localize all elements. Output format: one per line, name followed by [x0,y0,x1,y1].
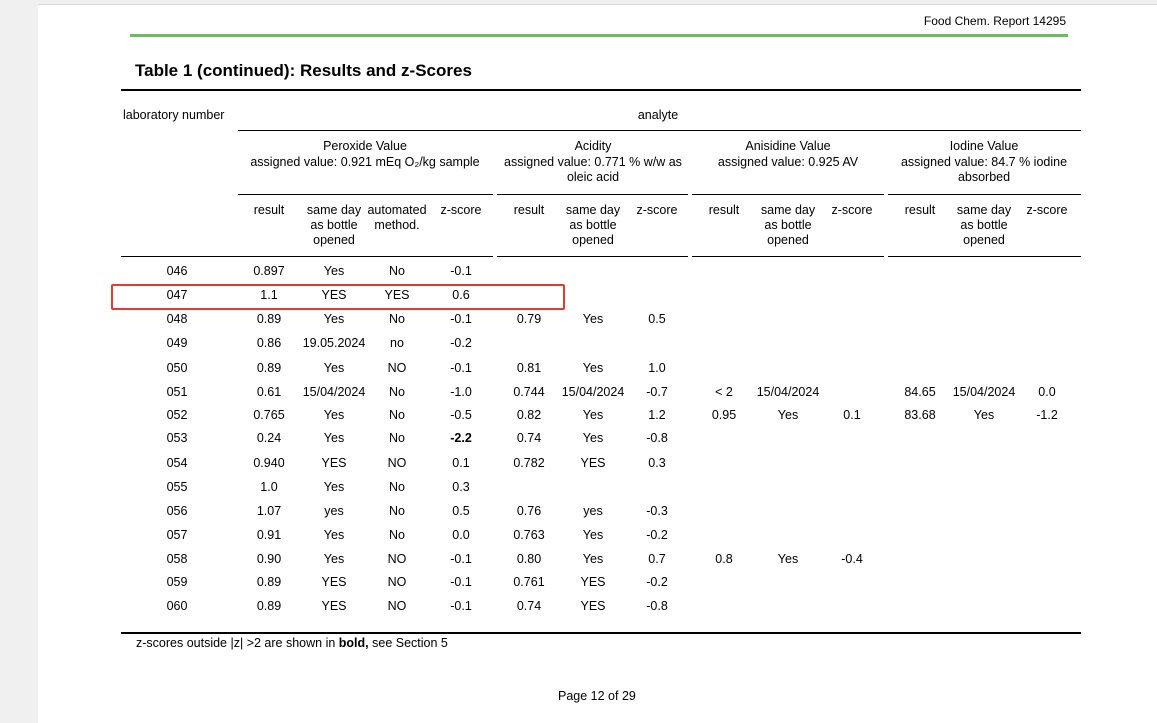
lab-number-cell: 053 [166,431,188,445]
footnote-text: z-scores outside |z| >2 are shown in [136,636,339,650]
table-cell: Yes [582,528,604,542]
table-cell: 15/04/2024 [561,385,625,399]
table-cell: Yes [323,552,345,566]
running-header [130,16,1068,37]
table-cell: -0.8 [646,431,668,445]
table-cell: 0.90 [256,552,282,566]
table-cell: 83.68 [904,408,936,422]
column-header-8: result [708,203,740,217]
table-cell: Yes [323,312,345,326]
lab-number-cell: 051 [166,385,188,399]
lab-number-cell: 046 [166,264,188,278]
table-cell: YES [321,288,347,302]
table-cell: Yes [582,361,604,375]
table-cell: 15/04/2024 [302,385,366,399]
group-rule-2 [497,194,688,195]
table-cell: 0.0 [1038,385,1056,399]
group-name-2: Acidity [574,139,612,153]
table-cell: 1.0 [260,480,278,494]
table-cell: YES [384,288,410,302]
table-cell: 0.6 [452,288,470,302]
column-header-3: automated [367,203,427,217]
col-header-rule-3 [692,256,884,257]
group-name-4: Iodine Value [949,139,1019,153]
table-cell: 0.761 [513,575,545,589]
table-cell: No [389,504,405,518]
table-cell: 0.5 [648,312,666,326]
lab-number-cell: 056 [166,504,188,518]
table-cell: 0.1 [843,408,861,422]
table-cell: 1.1 [260,288,278,302]
table-cell: YES [321,575,347,589]
column-header-12: as bottle [960,218,1008,232]
column-header-6: as bottle [569,218,617,232]
table-cell: YES [580,456,606,470]
table-cell: YES [321,599,347,613]
group-assigned-1: assigned value: 0.921 mEq O₂/kg sample [250,155,480,169]
column-header-5: result [513,203,545,217]
table-cell: 0.61 [256,385,282,399]
table-cell: 0.8 [715,552,733,566]
lab-number-cell: 050 [166,361,188,375]
column-header-6: opened [572,233,614,247]
table-cell: -1.2 [1036,408,1058,422]
table-cell: 0.3 [648,456,666,470]
table-cell: 0.782 [513,456,545,470]
column-header-12: opened [963,233,1005,247]
analyte-header: analyte [637,108,679,122]
lab-number-cell: 060 [166,599,188,613]
group-name-3: Anisidine Value [745,139,831,153]
lab-number-cell: 048 [166,312,188,326]
table-cell: Yes [323,480,345,494]
lab-number-cell: 047 [166,288,188,302]
lab-number-cell: 055 [166,480,188,494]
column-header-9: opened [767,233,809,247]
table-cell: Yes [582,552,604,566]
lab-number-cell: 057 [166,528,188,542]
lab-number-cell: 054 [166,456,188,470]
table-cell: -0.1 [450,552,472,566]
table-cell: 0.89 [256,575,282,589]
table-cell: -0.1 [450,264,472,278]
table-cell: No [389,431,405,445]
table-cell: -0.2 [450,336,472,350]
column-header-6: same day [565,203,621,217]
group-rule-4 [888,194,1081,195]
table-cell: 0.74 [516,431,542,445]
footnote-tail: see Section 5 [368,636,448,650]
table-cell: 0.89 [256,599,282,613]
table-cell: -0.5 [450,408,472,422]
column-header-7: z-score [636,203,678,217]
table-cell: 0.81 [516,361,542,375]
document-page [38,4,1157,723]
col-header-rule-4 [888,256,1081,257]
table-cell: no [390,336,404,350]
table-cell: 0.763 [513,528,545,542]
table-cell: 0.5 [452,504,470,518]
table-cell: 84.65 [904,385,936,399]
column-header-3: method. [374,218,420,232]
highlight-box-row-047 [111,284,565,310]
table-cell: YES [580,575,606,589]
table-cell: 19.05.2024 [302,336,366,350]
table-cell: NO [387,361,407,375]
table-cell: Yes [777,408,799,422]
table-cell: yes [583,504,603,518]
table-cell: 15/04/2024 [952,385,1016,399]
table-top-rule [121,89,1081,91]
table-cell: NO [387,599,407,613]
table-cell: YES [580,599,606,613]
table-cell: Yes [323,361,345,375]
table-cell: 1.0 [648,361,666,375]
table-cell: -0.2 [646,575,668,589]
table-cell: NO [387,456,407,470]
lab-number-cell: 052 [166,408,188,422]
table-cell: No [389,385,405,399]
table-cell: Yes [777,552,799,566]
table-cell: 0.7 [648,552,666,566]
table-cell: -0.7 [646,385,668,399]
table-cell: Yes [323,408,345,422]
table-cell: 0.3 [452,480,470,494]
table-cell: -0.8 [646,599,668,613]
table-cell: No [389,480,405,494]
table-cell: 0.79 [516,312,542,326]
table-cell: No [389,408,405,422]
table-cell: Yes [582,408,604,422]
table-bottom-rule [121,632,1081,634]
col-header-rule-2 [497,256,688,257]
table-cell: 0.940 [253,456,285,470]
table-cell: 0.76 [516,504,542,518]
table-cell: 0.897 [253,264,285,278]
column-header-10: z-score [831,203,873,217]
table-cell: Yes [973,408,995,422]
table-caption: Table 1 (continued): Results and z-Scores [135,61,472,80]
lab-number-header: laboratory number [123,108,225,122]
column-header-11: result [904,203,936,217]
table-cell: Yes [323,431,345,445]
table-cell: 0.744 [513,385,545,399]
group-assigned-cont-4: absorbed [957,170,1011,184]
table-cell: Yes [582,431,604,445]
table-cell: 0.86 [256,336,282,350]
table-cell: -0.1 [450,312,472,326]
group-name-1: Peroxide Value [323,139,407,153]
group-rule-1 [238,194,493,195]
table-cell: 0.91 [256,528,282,542]
column-header-4: z-score [440,203,482,217]
table-cell: yes [324,504,344,518]
column-header-2: opened [313,233,355,247]
table-cell: 0.765 [253,408,285,422]
table-cell: 0.89 [256,312,282,326]
group-assigned-4: assigned value: 84.7 % iodine [900,155,1068,169]
lab-number-cell: 049 [166,336,188,350]
table-cell: NO [387,552,407,566]
table-cell: 0.80 [516,552,542,566]
column-header-2: same day [306,203,362,217]
column-header-12: same day [956,203,1012,217]
table-cell: 0.0 [452,528,470,542]
table-cell: No [389,528,405,542]
table-cell: Yes [323,264,345,278]
table-cell: YES [321,456,347,470]
table-cell: 0.1 [452,456,470,470]
group-rule-3 [692,194,884,195]
table-cell: 0.89 [256,361,282,375]
group-assigned-3: assigned value: 0.925 AV [717,155,859,169]
table-cell: 15/04/2024 [756,385,820,399]
table-cell: 1.07 [256,504,282,518]
table-cell: 0.82 [516,408,542,422]
table-cell: -1.0 [450,385,472,399]
table-footnote [136,636,448,650]
table-cell: Yes [323,528,345,542]
table-cell: No [389,312,405,326]
page-number: Page 12 of 29 [558,689,636,703]
table-cell: -0.1 [450,575,472,589]
column-header-2: as bottle [310,218,358,232]
table-cell: -0.1 [450,599,472,613]
footnote-bold-word: bold, [338,636,369,650]
table-cell: -0.1 [450,361,472,375]
lab-number-cell: 059 [166,575,188,589]
table-cell: No [389,264,405,278]
column-header-9: same day [760,203,816,217]
table-cell: -2.2 [450,431,472,445]
col-header-rule-1 [238,256,493,257]
group-assigned-cont-2: oleic acid [566,170,620,184]
table-cell: 0.95 [711,408,737,422]
table-cell: -0.4 [841,552,863,566]
report-title: Food Chem. Report 14295 [923,14,1066,28]
col-header-rule-lab [121,256,238,257]
table-cell: -0.2 [646,528,668,542]
table-cell: 1.2 [648,408,666,422]
column-header-9: as bottle [764,218,812,232]
group-assigned-2: assigned value: 0.771 % w/w as [504,155,682,169]
table-cell: 0.74 [516,599,542,613]
table-cell: Yes [582,312,604,326]
table-cell: -0.3 [646,504,668,518]
table-cell: 0.24 [256,431,282,445]
analyte-rule [238,130,1081,131]
column-header-1: result [253,203,285,217]
lab-number-cell: 058 [166,552,188,566]
table-cell: NO [387,575,407,589]
column-header-13: z-score [1026,203,1068,217]
table-cell: < 2 [715,385,733,399]
